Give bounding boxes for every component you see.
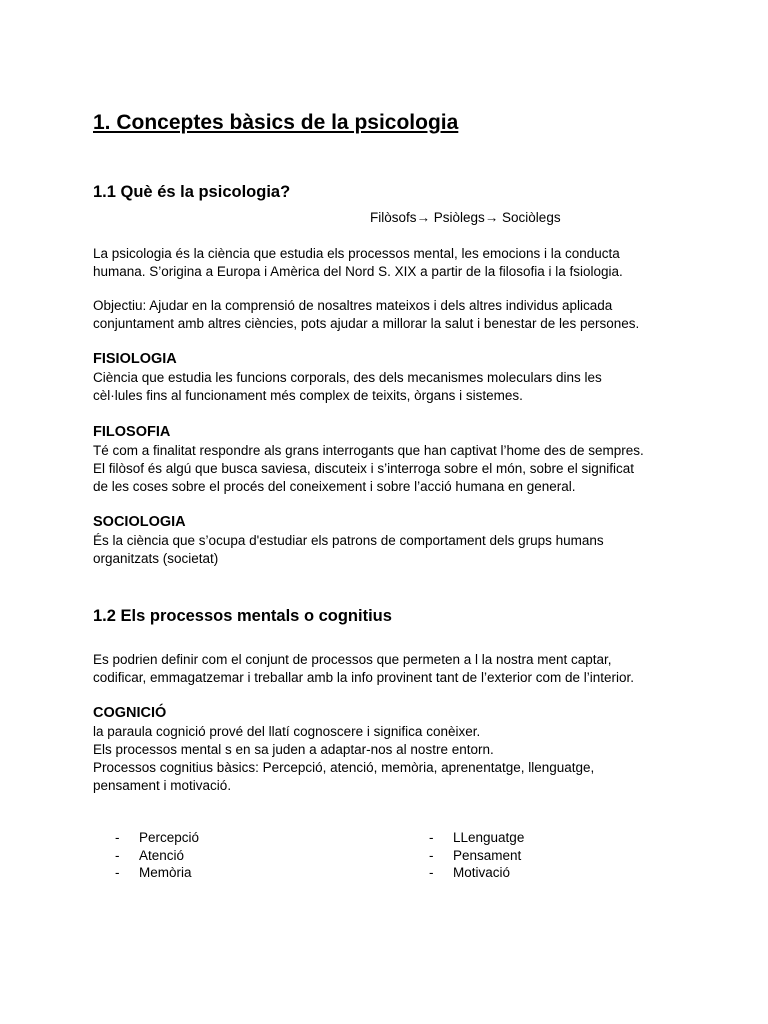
processes-list-left [115, 829, 199, 882]
fisiologia-block [93, 350, 693, 405]
text-line: cèl·lules fins al funcionament més complex de teixits, òrgans i sistemes. [93, 388, 523, 403]
text-line: Objectiu: Ajudar en la comprensió de nosaltres mateixos i dels altres individus aplicada [93, 298, 613, 313]
term-heading: COGNICIÓ [93, 705, 167, 721]
processes-list-right [429, 829, 524, 882]
term-heading: FISIOLOGIA [93, 351, 177, 367]
text-line: conjuntament amb altres ciències, pots ajudar a millorar la salut i benestar de les persones. [93, 316, 640, 331]
list-marker: - [115, 865, 120, 880]
definition-paragraph [93, 245, 693, 281]
list-marker: - [115, 847, 120, 863]
term-heading: FILOSOFIA [93, 424, 171, 440]
list-item-label: Pensament [453, 847, 522, 863]
sociologia-block [93, 513, 693, 568]
section-heading-1-1: 1.1 Què és la psicologia? [93, 183, 291, 201]
text-line: Es podrien definir com el conjunt de processos que permeten a l la nostra ment captar, [93, 652, 612, 667]
text-line: Ciència que estudia les funcions corporals, des dels mecanismes moleculars dins les [93, 370, 602, 385]
list-marker: - [115, 830, 120, 845]
list-item-label: Atenció [139, 847, 185, 863]
section-heading-1-2: 1.2 Els processos mentals o cognitius [93, 607, 392, 625]
text-line: Els processos mental s en sa juden a adaptar-nos al nostre entorn. [93, 742, 494, 757]
text-line: Processos cognitius bàsics: Percepció, atenció, memòria, aprenentatge, llenguatge, [93, 760, 595, 775]
list-marker: - [429, 847, 434, 863]
text-line: humana. S’origina a Europa i Amèrica del Nord S. XIX a partir de la filosofia i la fsiologia. [93, 264, 623, 279]
text-line: la paraula cognició prové del llatí cognoscere i significa conèixer. [93, 724, 481, 739]
filosofia-block [93, 423, 693, 496]
list-marker: - [429, 830, 434, 845]
cognitive-intro-paragraph [93, 651, 693, 687]
text-line: pensament i motivació. [93, 778, 232, 793]
text-line: codificar, emmagatzemar i treballar amb la info provinent tant de l’exterior com de l’interior. [93, 670, 634, 685]
page-title: 1. Conceptes bàsics de la psicologia [93, 111, 459, 134]
text-line: La psicologia és la ciència que estudia els processos mental, les emocions i la conducta [93, 246, 620, 261]
term-heading: SOCIOLOGIA [93, 514, 186, 530]
text-line: El filòsof és algú que busca saviesa, discuteix i s’interroga sobre el món, sobre el significat [93, 461, 635, 476]
list-item [429, 864, 524, 882]
list-item [115, 847, 199, 865]
cognicio-block [93, 704, 693, 795]
list-item-label: Motivació [453, 865, 511, 880]
list-item [429, 829, 524, 847]
text-line: Té com a finalitat respondre als grans interrogants que han captivat l’home des de sempres. [93, 443, 644, 458]
list-item [115, 864, 199, 882]
text-line: És la ciència que s’ocupa d'estudiar els patrons de comportament dels grups humans [93, 533, 604, 548]
text-line: organitzats (societat) [93, 551, 219, 566]
list-item-label: Memòria [139, 865, 192, 880]
text-line: de les coses sobre el procés del coneixement i sobre l’acció humana en general. [93, 479, 576, 494]
list-item [429, 847, 524, 865]
section-subtitle: Filòsofs→ Psiòlegs→ Sociòlegs [370, 210, 561, 225]
list-item-label: Percepció [139, 830, 200, 845]
objective-paragraph [93, 297, 693, 333]
list-item [115, 829, 199, 847]
list-marker: - [429, 865, 434, 880]
list-item-label: LLenguatge [453, 830, 525, 845]
